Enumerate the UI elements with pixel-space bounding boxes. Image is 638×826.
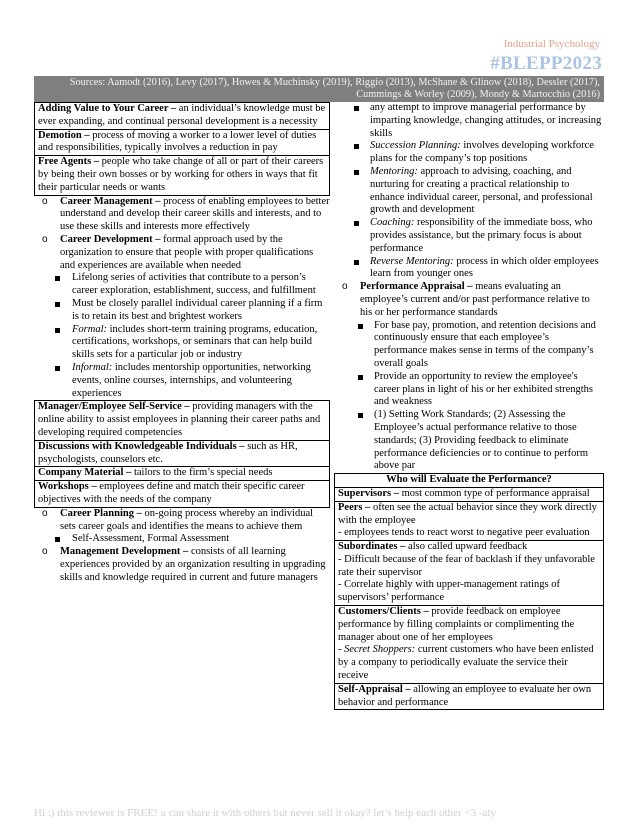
topic-list [34,196,330,401]
bullet-item: For base pay, promotion, and retention decisions and continuously ensure that each employee’s performance makes sense in terms of the company’s overall goals [334,320,604,371]
definition-box [34,102,330,130]
footer-note: Hi :) this reviewer is FREE! u can share it with others but never sell it okay? let’s help each other <3 -aly [34,807,496,819]
term: Free Agents – [38,156,100,168]
bullet-item: any attempt to improve managerial performance by imparting knowledge, changing attitudes, or increasing skills [330,102,604,140]
hashtag-title: #BLEPP2023 [490,53,602,74]
term: Adding Value to Your Career – [38,103,177,114]
list-item: o Management Development – consists of all learning experiences provided by an organization resulting in upgrading skills and knowledge required in current and future managers [34,546,330,584]
evaluator-table-title: Who will Evaluate the Performance? [334,473,604,488]
term: Demotion – [38,129,90,141]
evaluator-row: Subordinates – also called upward feedback - Difficult because of the fear of backlash if they unfavorable rate their supervisor - Correlate highly with upper-management ratings of supervisors’ performance [334,541,604,606]
bullet-item: Formal: includes short-term training programs, education, certifications, workshops, or seminars that can help build skills sets for a particular job or industry [34,324,330,362]
bullet-item: Reverse Mentoring: process in which older employees learn from younger ones [330,256,604,282]
bullet-item: Succession Planning: involves developing workforce plans for the company’s top positions [330,140,604,166]
right-column [334,102,604,710]
bullet-item: Must be closely parallel individual career planning if a firm is to retain its best and brightest workers [34,298,330,324]
definition-box: Manager/Employee Self-Service – providing managers with the online ability to assist employees in planning their career paths and developing required competencies [34,400,330,440]
evaluator-row: Supervisors – most common type of performance appraisal [334,488,604,502]
definition: process of moving a worker to a lower level of duties and responsibilities, typically involves a reduction in pay [38,129,317,154]
evaluator-row: Customers/Clients – provide feedback on employee performance by filling complaints or complimenting the manager about one of her employees - Secret Shoppers: current customers who have been enlisted by a company to periodically evaluate the service their receive [334,606,604,684]
bullet-item: (1) Setting Work Standards; (2) Assessing the Employee’s actual performance relative to those standards; (3) Providing feedback to eliminate performance deficiencies or to continue to perform above par [334,409,604,473]
bullet-item: Coaching: responsibility of the immediate boss, who provides assistance, but the primary focus is about performance [330,217,604,255]
definition-box: Workshops – employees define and match their specific career objectives with the needs of the company [34,481,330,508]
bullet-item: Mentoring: approach to advising, coaching, and nurturing for creating a practical relationship to enhance individual career, personal, and professional growth and development [330,166,604,217]
definition: people who take change of all or part of their careers by being their own bosses or by working for others in ways that fit their particular needs or wants [38,156,324,193]
bullet-list [34,533,330,546]
evaluator-row: Self-Appraisal – allowing an employee to evaluate her own behavior and performance [334,684,604,711]
bullet-list [34,272,330,400]
definition-box: Discussions with Knowledgeable Individuals – such as HR, psychologists, counselors etc. [34,441,330,468]
definition: an individual’s knowledge must be ever expanding, and continual personal development is a necessity [38,103,326,127]
definition-box [34,130,330,157]
bullet-item: Informal: includes mentorship opportunities, networking events, online courses, internships, and volunteering experiences [34,362,330,400]
bullet-item: Self-Assessment, Formal Assessment [34,533,330,546]
topic-list [334,281,604,473]
list-item: o Performance Appraisal – means evaluating an employee’s current and/or past performance relative to his or her performance standards For base pay, promotion, and retention decisions and continuously ensure that each employee’s performance makes sense in terms of the company’s overall goals Provide an opportunity to review the employee's career plans in light of his or her exhibited strengths and weakness (1) Setting Work Standards; (2) Assessing the Employee’s actual performance relative to those standards; (3) Providing feedback to eliminate performance deficiencies or to continue to perform above par [334,281,604,473]
bullet-item: Provide an opportunity to review the employee's career plans in light of his or her exhibited strengths and weakness [334,371,604,409]
definition-box: Company Material – tailors to the firm’s special needs [34,467,330,481]
topic-list [34,508,330,585]
bullet-item: Lifelong series of activities that contribute to a person’s career exploration, establishment, success, and fulfillment [34,272,330,298]
left-column [34,102,330,584]
definition-box [34,156,330,195]
bullet-list [334,320,604,474]
list-item: o Career Planning – on-going process whereby an individual sets career goals and identifies the means to achieve them Self-Assessment, Formal Assessment [34,508,330,546]
list-item: o Career Management – process of enabling employees to better understand and develop their career skills and interests, and to use these skills and interests more effectively [34,196,330,234]
bullet-list [330,102,604,281]
evaluator-row: Peers – often see the actual behavior since they work directly with the employee - employees tends to react worst to negative peer evaluation [334,502,604,541]
subject-label: Industrial Psychology [503,38,600,50]
sources-bar: Sources: Aamodt (2016), Levy (2017), Howes & Muchinsky (2019), Riggio (2013), McShane & Glinow (2018), Dessler (2017), Cummings & Worley (2009), Mondy & Martocchio (2016) [34,76,604,102]
list-item: o Career Development – formal approach used by the organization to ensure that people with proper qualifications and experiences are available when needed Lifelong series of activities that contribute to a person’s career exploration, establishment, success, and fulfillment Must be closely parallel individual career planning if a firm is to retain its best and brightest workers Formal: includes short-term training programs, education, certifications, workshops, or seminars that can help build skills sets for a particular job or industry Informal: includes mentorship opportunities, networking events, online courses, internships, and volunteering experiences [34,234,330,400]
